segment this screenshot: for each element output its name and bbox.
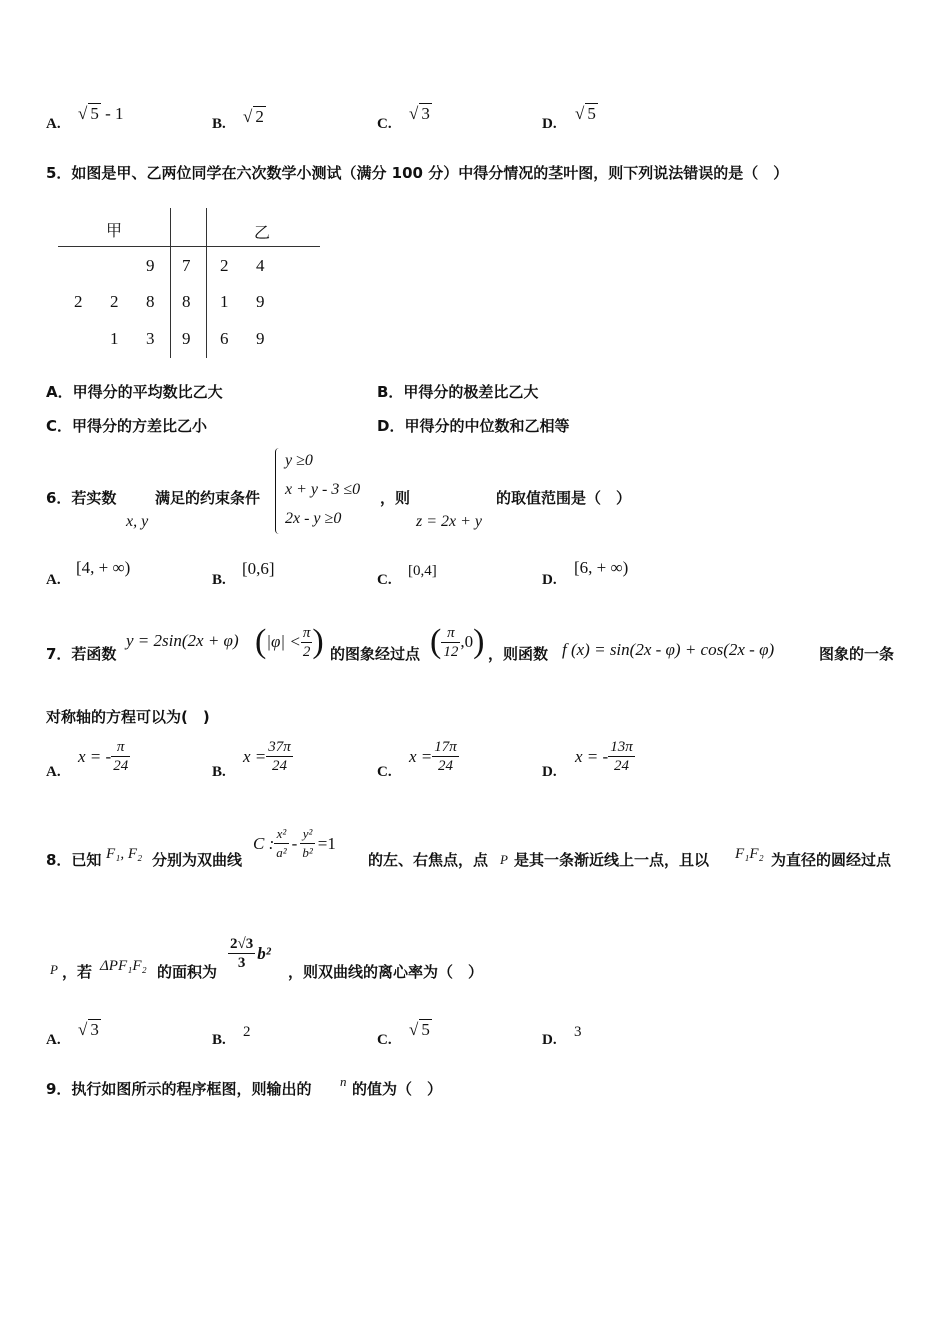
q7-condition: ( |φ| < $\frac{\pi}{2}$ ) (255, 623, 324, 660)
q6-option-d-value: [6, + ∞) (574, 558, 629, 577)
q8-stem-part3: 的左、右焦点，点 (368, 851, 489, 869)
q6-option-a-label: A. (46, 572, 61, 588)
q9-stem-part1: 9．执行如图所示的程序框图，则输出的 (46, 1080, 312, 1098)
q7-option-c-label: C. (377, 764, 392, 780)
q4-option-c-value: √ 3 (409, 104, 430, 123)
q8-option-d-value: 3 (574, 1024, 582, 1040)
q6-constraint-2: x + y - 3 ≤0 (285, 481, 361, 498)
q6-option-a-value: [4, + ∞) (76, 558, 131, 577)
q7-stem-part3: ，则函数 (488, 645, 549, 663)
q7-option-a-label: A. (46, 764, 61, 780)
q8-f1f2: F₁F₂ (735, 846, 764, 862)
q7-stem-part2: 的图象经过点 (330, 645, 421, 663)
q8-stem-part4: 是其一条渐近线上一点，且以 (514, 851, 710, 869)
q8-option-a-value: √ 3 (78, 1020, 99, 1039)
q7-option-c-value: x = $\frac{17\pi}{24}$ (409, 739, 457, 774)
leaf-left: 2 (110, 292, 119, 311)
leaf-left: 2 (74, 292, 83, 311)
stem-value: 9 (182, 329, 191, 348)
q7-option-d-value: x = - $\frac{13\pi}{24}$ (575, 739, 633, 774)
q6-constraint-1: y ≥0 (285, 452, 313, 469)
q6-stem-part2: 满足的约束条件 (155, 489, 261, 507)
q5-option-a: A．甲得分的平均数比乙大 (46, 383, 223, 401)
q7-stem-part1: 7．若函数 (46, 645, 117, 663)
q8-triangle: ΔPF₁F₂ (100, 958, 147, 974)
q5-option-b: B．甲得分的极差比乙大 (377, 383, 539, 401)
leaf-left: 8 (146, 292, 155, 311)
q6-option-b-label: B. (212, 572, 226, 588)
leaf-right: 1 (220, 292, 229, 311)
leaf-right: 9 (256, 292, 265, 311)
leaf-left: 9 (146, 256, 155, 275)
q4-option-d-value: √ 5 (575, 104, 596, 123)
q7-stem-part5: 对称轴的方程可以为( ) (46, 708, 210, 726)
q6-stem-part4: 的取值范围是（ ） (496, 489, 632, 507)
leaf-right: 6 (220, 329, 229, 348)
q8-stem-part8: 的面积为 (157, 963, 218, 981)
q8-stem-part9: ，则双曲线的离心率为（ ） (288, 963, 484, 981)
stem-value: 7 (182, 256, 191, 275)
q8-stem-part2: 分别为双曲线 (152, 851, 243, 869)
leaf-right: 9 (256, 329, 265, 348)
q4-option-b-label: B. (212, 116, 226, 132)
q7-option-b-value: x = $\frac{37\pi}{24}$ (243, 739, 291, 774)
q7-function-f: f (x) = sin(2x - φ) + cos(2x - φ) (562, 640, 775, 659)
q8-option-d-label: D. (542, 1032, 557, 1048)
q6-option-d-label: D. (542, 572, 557, 588)
leaf-left: 1 (110, 329, 119, 348)
q7-point: ( $\frac{\pi}{12}$ ,0 ) (430, 623, 485, 660)
q8-area-value: $\frac{2√3}{3}$ b² (230, 936, 271, 971)
q6-brace (275, 448, 279, 534)
q8-option-a-label: A. (46, 1032, 61, 1048)
q5-stem: 5．如图是甲、乙两位同学在六次数学小测试（满分 100 分）中得分情况的茎叶图，则下列说法错误的是（ ） (46, 164, 789, 182)
q7-option-d-label: D. (542, 764, 557, 780)
q4-option-a-value: √ 5 - 1 (78, 104, 124, 123)
q7-function: y = 2sin(2x + φ) (126, 631, 239, 650)
q6-option-c-label: C. (377, 572, 392, 588)
q4-option-d-label: D. (542, 116, 557, 132)
stem-value: 8 (182, 292, 191, 311)
q8-stem-part1: 8．已知 (46, 851, 102, 869)
stem-leaf-header-right: 乙 (254, 223, 271, 242)
stem-leaf-header-left: 甲 (106, 221, 123, 240)
q4-option-b-value: √ 2 (243, 107, 264, 126)
q7-stem-part4: 图象的一条 (819, 645, 895, 663)
q5-option-c: C．甲得分的方差比乙小 (46, 417, 208, 435)
q7-option-b-label: B. (212, 764, 226, 780)
q6-stem-part1: 6．若实数 (46, 489, 117, 507)
q5-option-d: D．甲得分的中位数和乙相等 (377, 417, 570, 435)
q8-foci: F₁, F₂ (106, 846, 143, 862)
q4-option-a-label: A. (46, 116, 61, 132)
q6-constraint-3: 2x - y ≥0 (285, 510, 342, 527)
q8-stem-part7: ，若 (62, 963, 93, 981)
q8-stem-part5: 为直径的圆经过点 (771, 851, 892, 869)
leaf-left: 3 (146, 329, 155, 348)
q8-option-b-value: 2 (243, 1024, 251, 1040)
q6-option-c-value: [0,4] (408, 563, 437, 579)
q6-objective: z = 2x + y (416, 513, 483, 530)
q8-hyperbola-equation: C : $\frac{\text{x²}}{\text{a²}}$ - $\frac{\text{y²}}{\text{b²}}$ =1 (253, 826, 336, 860)
q8-option-b-label: B. (212, 1032, 226, 1048)
q8-option-c-label: C. (377, 1032, 392, 1048)
q6-vars: x, y (126, 513, 149, 530)
q8-point-p-2: P (50, 962, 58, 977)
q6-stem-part3: ，则 (380, 489, 411, 507)
stem-leaf-plot (58, 208, 320, 358)
q6-option-b-value: [0,6] (242, 559, 275, 578)
q8-option-c-value: √ 5 (409, 1020, 430, 1039)
q9-variable-n: n (340, 1074, 347, 1089)
q8-point-p: P (500, 852, 508, 867)
q7-option-a-value: x = - $\frac{\pi}{24}$ (78, 739, 129, 774)
leaf-right: 2 (220, 256, 229, 275)
leaf-right: 4 (256, 256, 265, 275)
q9-stem-part2: 的值为（ ） (352, 1080, 443, 1098)
q4-option-c-label: C. (377, 116, 392, 132)
